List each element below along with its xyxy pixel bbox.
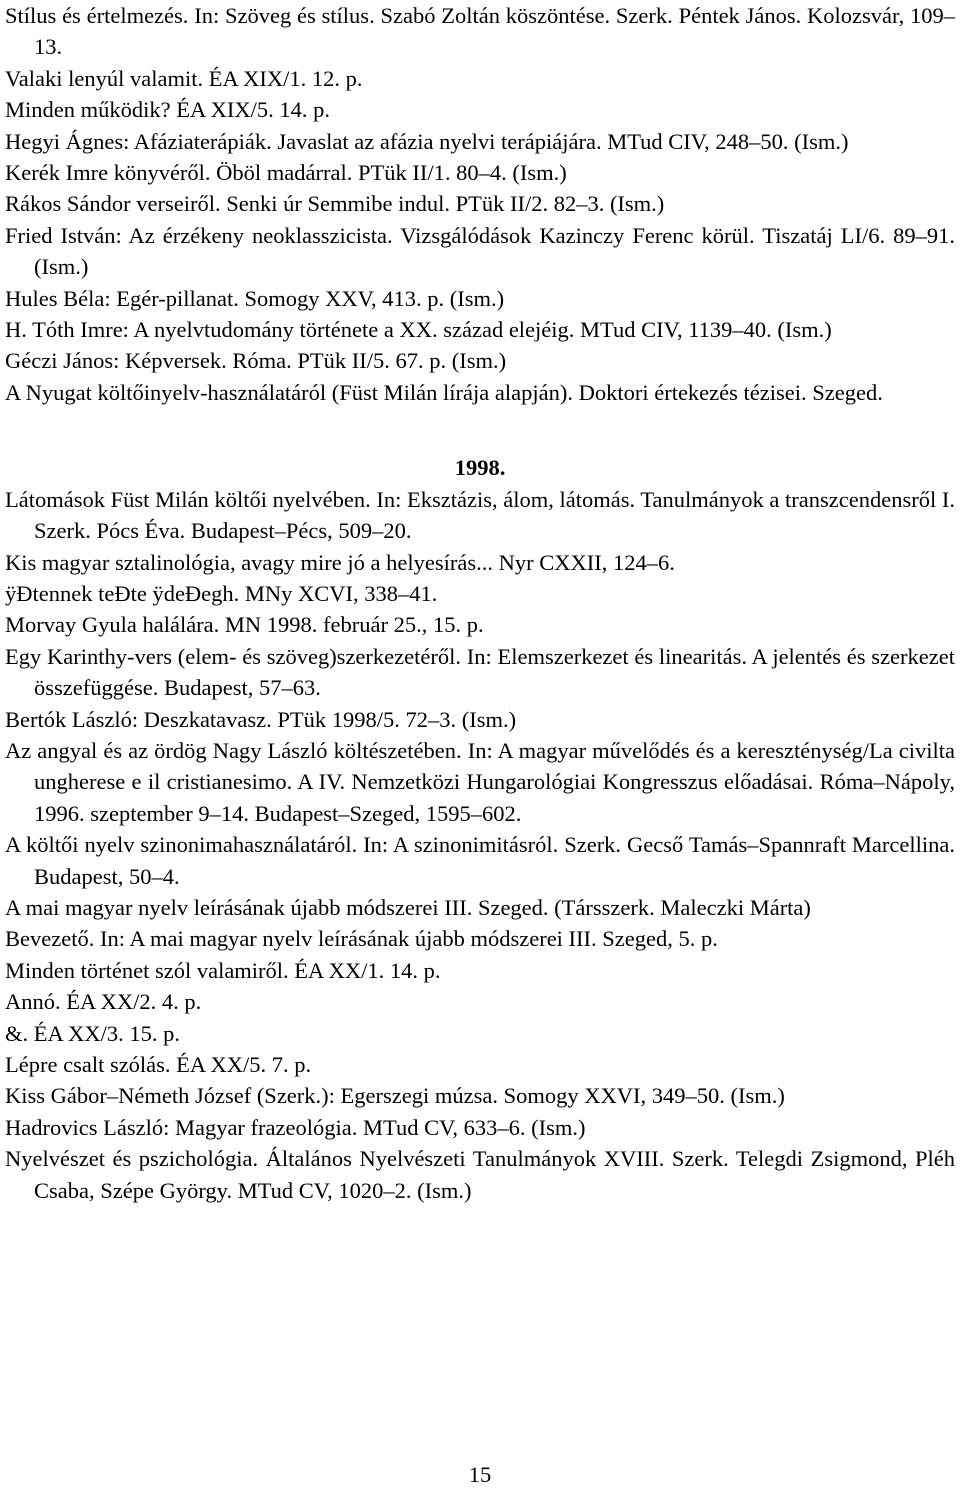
bibliography-page	[5, 0, 955, 1206]
bibliography-entry: Géczi János: Képversek. Róma. PTük II/5. 67. p. (Ism.)	[5, 348, 507, 374]
bibliography-entry: Morvay Gyula halálára. MN 1998. február 25., 15. p.	[5, 612, 484, 638]
bibliography-entry: Rákos Sándor verseiről. Senki úr Semmibe indul. PTük II/2. 82–3. (Ism.)	[5, 191, 665, 217]
bibliography-entry: Hadrovics László: Magyar frazeológia. MTud CV, 633–6. (Ism.)	[5, 1114, 586, 1140]
bibliography-entry: Fried István: Az érzékeny neoklasszicista. Vizsgálódások Kazinczy Ferenc körül. Tiszatáj LI/6. 89–91. (Ism.)	[5, 222, 955, 280]
bibliography-entry: ÿĐtennek teĐte ÿdeĐegh. MNy XCVI, 338–41.	[5, 580, 438, 606]
bibliography-entry: H. Tóth Imre: A nyelvtudomány története a XX. század elejéig. MTud CIV, 1139–40. (Ism.)	[5, 317, 832, 343]
bibliography-entry: Kiss Gábor–Németh József (Szerk.): Egerszegi múzsa. Somogy XXVI, 349–50. (Ism.)	[5, 1083, 785, 1109]
bibliography-entry: A mai magyar nyelv leírásának újabb módszerei III. Szeged. (Társszerk. Maleczki Márta)	[5, 894, 811, 920]
bibliography-entry: &. ÉA XX/3. 15. p.	[5, 1020, 181, 1046]
bibliography-entry: Stílus és értelmezés. In: Szöveg és stílus. Szabó Zoltán köszöntése. Szerk. Péntek János. Kolozsvár, 109–13.	[5, 3, 955, 60]
bibliography-entry: Minden történet szól valamiről. ÉA XX/1. 14. p.	[5, 957, 441, 983]
bibliography-entry: Látomások Füst Milán költői nyelvében. In: Eksztázis, álom, látomás. Tanulmányok a transzcendensről I. Szerk. Pócs Éva. Budapest–Pécs, 509–20.	[5, 486, 955, 544]
bibliography-entry: Kerék Imre könyvéről. Öböl madárral. PTük II/1. 80–4. (Ism.)	[5, 160, 567, 186]
bibliography-entry: Annó. ÉA XX/2. 4. p.	[5, 989, 202, 1015]
entries-bottom	[5, 484, 955, 1206]
year-heading: 1998.	[454, 455, 506, 481]
bibliography-entry: Hules Béla: Egér-pillanat. Somogy XXV, 413. p. (Ism.)	[5, 285, 505, 311]
bibliography-entry: A költői nyelv szinonimahasználatáról. In: A szinonimitásról. Szerk. Gecső Tamás–Spannraft Marcellina. Budapest, 50–4.	[5, 832, 955, 889]
bibliography-entry: A Nyugat költőinyelv-használatáról (Füst Milán lírája alapján). Doktori értekezés tézisei. Szeged.	[5, 379, 883, 405]
bibliography-entry: Minden működik? ÉA XIX/5. 14. p.	[5, 97, 330, 123]
bibliography-entry: Valaki lenyúl valamit. ÉA XIX/1. 12. p.	[5, 65, 363, 91]
entries-top	[5, 0, 955, 408]
bibliography-entry: Hegyi Ágnes: Afáziaterápiák. Javaslat az afázia nyelvi terápiájára. MTud CIV, 248–50. (Ism.)	[5, 128, 849, 154]
bibliography-entry: Nyelvészet és pszichológia. Általános Nyelvészeti Tanulmányok XVIII. Szerk. Telegdi Zsigmond, Pléh Csaba, Szépe György. MTud CV, 1020–2. (Ism.)	[5, 1146, 955, 1203]
bibliography-entry: Kis magyar sztalinológia, avagy mire jó a helyesírás... Nyr CXXII, 124–6.	[5, 549, 675, 575]
bibliography-entry: Az angyal és az ördög Nagy László költészetében. In: A magyar művelődés és a kereszténység/La civilta ungherese e il cristianesimo. A IV. Nemzetközi Hungarológiai Kongresszus előadásai. Róma–Nápoly, 1996. szeptember 9–14. Budapest–Szeged, 1595–602.	[5, 737, 955, 826]
bibliography-entry: Bevezető. In: A mai magyar nyelv leírásának újabb módszerei III. Szeged, 5. p.	[5, 926, 718, 952]
bibliography-entry: Lépre csalt szólás. ÉA XX/5. 7. p.	[5, 1052, 312, 1077]
page-number: 15	[468, 1462, 492, 1487]
bibliography-entry: Egy Karinthy-vers (elem- és szöveg)szerkezetéről. In: Elemszerkezet és linearitás. A jelentés és szerkezet összefüggése. Budapest, 57–63.	[5, 643, 955, 701]
bibliography-entry: Bertók László: Deszkatavasz. PTük 1998/5. 72–3. (Ism.)	[5, 706, 517, 732]
